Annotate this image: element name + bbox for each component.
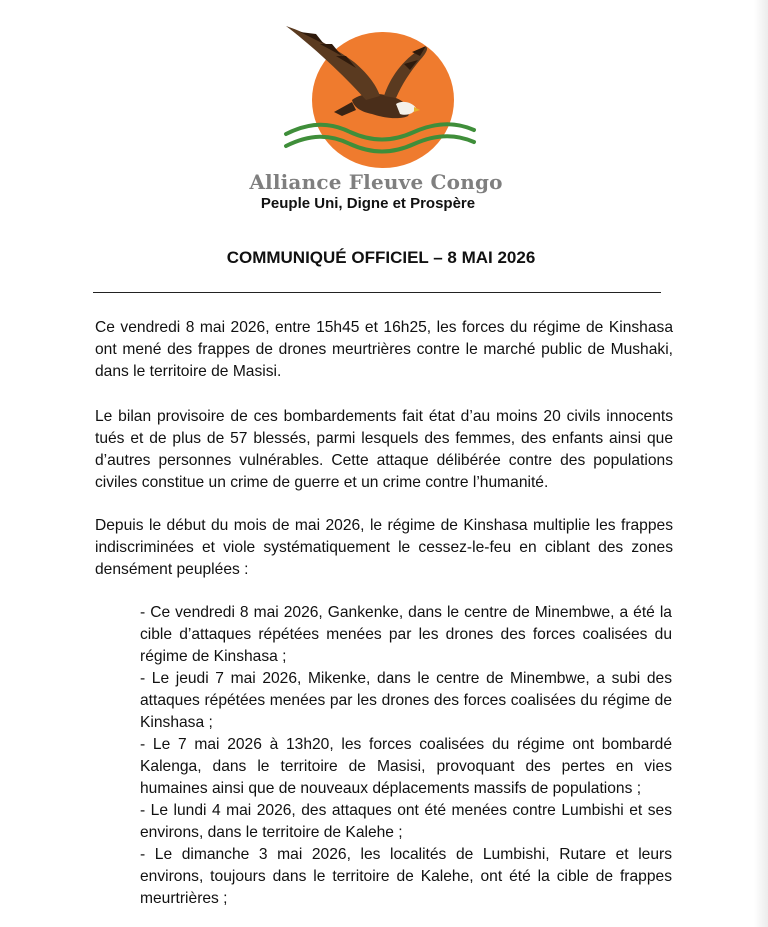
list-item: - Ce vendredi 8 mai 2026, Gankenke, dans le centre de Minembwe, a été la cible d’attaques répétées menées par les drones des forces coalisées du régime de Kinshasa ; xyxy=(140,604,672,665)
eagle-sun-logo-icon xyxy=(280,22,480,172)
list-item: - Le 7 mai 2026 à 13h20, les forces coalisées du régime ont bombardé Kalenga, dans le territoire de Masisi, provoquant des pertes en vies humaines ainsi que de nouveaux déplacements massifs de populations ; xyxy=(140,736,672,797)
list-item: - Le jeudi 7 mai 2026, Mikenke, dans le centre de Minembwe, a subi des attaques répétées menées par les drones des forces coalisées du régime de Kinshasa ; xyxy=(140,670,672,731)
organization-name: Alliance Fleuve Congo xyxy=(249,170,503,194)
list-item: - Le dimanche 3 mai 2026, les localités de Lumbishi, Rutare et leurs environs, toujours dans le territoire de Kalehe, ont été la cible de frappes meurtrières ; xyxy=(140,846,672,907)
paragraph-1: Ce vendredi 8 mai 2026, entre 15h45 et 16h25, les forces du régime de Kinshasa ont mené des frappes de drones meurtrières contre le marché public de Mushaki, dans le territoire de Masisi. xyxy=(95,319,673,380)
paragraph-3: Depuis le début du mois de mai 2026, le régime de Kinshasa multiplie les frappes indiscriminées et viole systématiquement le cessez-le-feu en ciblant des zones densément peuplées : xyxy=(95,517,673,578)
list-item: - Le lundi 4 mai 2026, des attaques ont été menées contre Lumbishi et ses environs, dans le territoire de Kalehe ; xyxy=(140,802,672,841)
document-title: COMMUNIQUÉ OFFICIEL – 8 MAI 2026 xyxy=(226,248,536,267)
page-edge-shadow xyxy=(754,0,768,927)
organization-motto: Peuple Uni, Digne et Prospère xyxy=(260,195,476,212)
title-divider xyxy=(93,292,661,293)
paragraph-2: Le bilan provisoire de ces bombardements fait état d’au moins 20 civils innocents tués et de plus de 57 blessés, parmi lesquels des femmes, des enfants ainsi que d’autres personnes vulnérables. Cette attaque délibérée contre des populations civiles constitue un crime de guerre et un crime contre l’humanité. xyxy=(95,408,673,491)
incident-list xyxy=(140,602,672,910)
